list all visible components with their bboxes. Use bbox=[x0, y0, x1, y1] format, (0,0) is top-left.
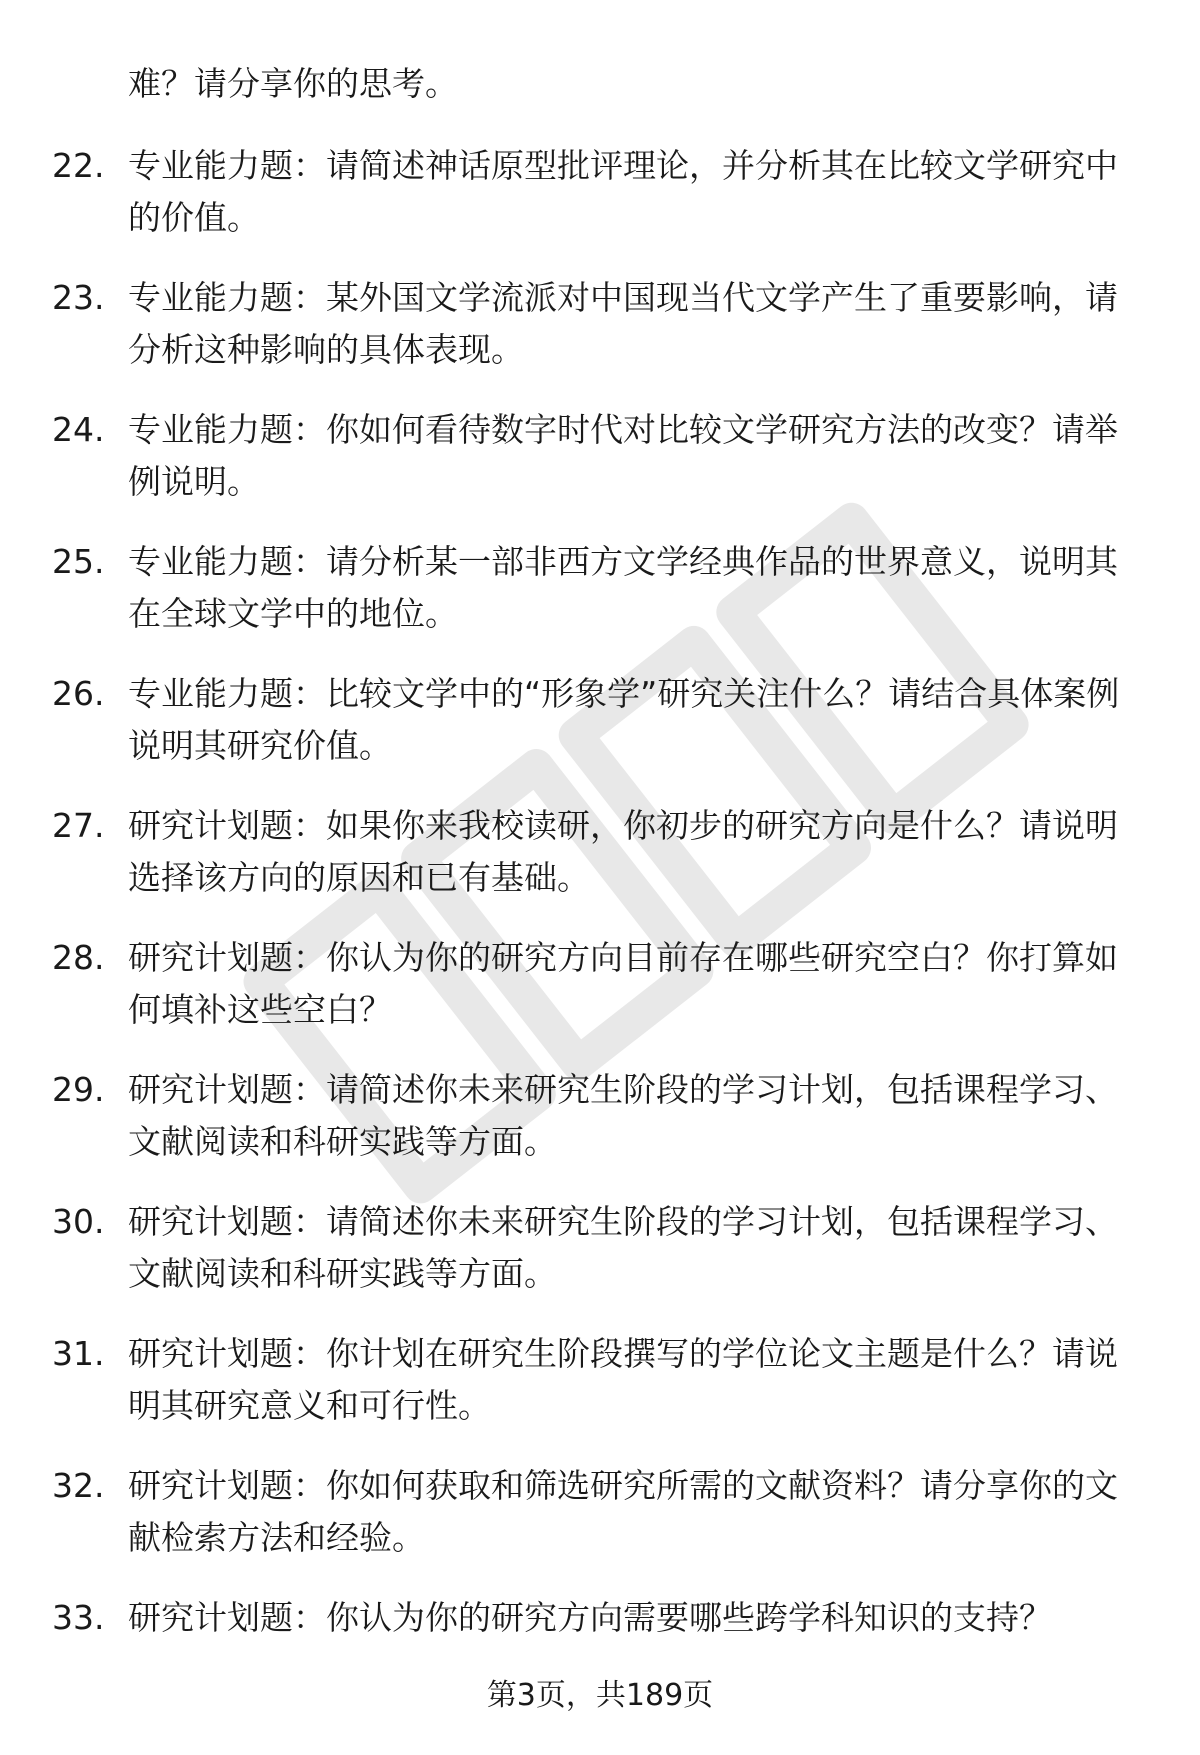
question-number: 32. bbox=[52, 1466, 105, 1505]
question-item bbox=[0, 140, 1200, 272]
question-text: 研究计划题：请简述你未来研究生阶段的学习计划，包括课程学习、文献阅读和科研实践等方面。 bbox=[128, 1202, 1118, 1293]
question-item bbox=[0, 668, 1200, 800]
question-number: 24. bbox=[52, 410, 105, 449]
question-number: 22. bbox=[52, 146, 105, 185]
question-number: 31. bbox=[52, 1334, 105, 1373]
question-item bbox=[0, 1064, 1200, 1196]
continued-question-text: 难？请分享你的思考。 bbox=[128, 64, 458, 103]
question-text: 专业能力题：比较文学中的“形象学”研究关注什么？请结合具体案例说明其研究价值。 bbox=[128, 674, 1120, 765]
question-number: 29. bbox=[52, 1070, 105, 1109]
question-text: 研究计划题：你认为你的研究方向目前存在哪些研究空白？你打算如何填补这些空白？ bbox=[128, 938, 1118, 1029]
question-item bbox=[0, 404, 1200, 536]
question-number: 25. bbox=[52, 542, 105, 581]
question-text: 专业能力题：某外国文学流派对中国现当代文学产生了重要影响，请分析这种影响的具体表现。 bbox=[128, 278, 1118, 369]
question-list bbox=[0, 140, 1200, 1724]
question-text: 专业能力题：请简述神话原型批评理论，并分析其在比较文学研究中的价值。 bbox=[128, 146, 1118, 237]
question-text: 专业能力题：请分析某一部非西方文学经典作品的世界意义，说明其在全球文学中的地位。 bbox=[128, 542, 1118, 633]
question-text: 研究计划题：你如何获取和筛选研究所需的文献资料？请分享你的文献检索方法和经验。 bbox=[128, 1466, 1118, 1557]
question-item bbox=[0, 800, 1200, 932]
question-item bbox=[0, 1460, 1200, 1592]
question-item bbox=[0, 1196, 1200, 1328]
question-item bbox=[0, 932, 1200, 1064]
question-text: 研究计划题：你认为你的研究方向需要哪些跨学科知识的支持？ bbox=[128, 1598, 1052, 1637]
question-item bbox=[0, 272, 1200, 404]
page-footer: 第3页，共189页 bbox=[486, 1678, 714, 1713]
question-number: 26. bbox=[52, 674, 105, 713]
question-number: 28. bbox=[52, 938, 105, 977]
question-item bbox=[0, 536, 1200, 668]
question-text: 研究计划题：请简述你未来研究生阶段的学习计划，包括课程学习、文献阅读和科研实践等方面。 bbox=[128, 1070, 1118, 1161]
question-number: 27. bbox=[52, 806, 105, 845]
question-number: 30. bbox=[52, 1202, 105, 1241]
question-item bbox=[0, 1328, 1200, 1460]
question-number: 33. bbox=[52, 1598, 105, 1637]
question-number: 23. bbox=[52, 278, 105, 317]
question-text: 研究计划题：你计划在研究生阶段撰写的学位论文主题是什么？请说明其研究意义和可行性。 bbox=[128, 1334, 1118, 1425]
question-text: 研究计划题：如果你来我校读研，你初步的研究方向是什么？请说明选择该方向的原因和已有基础。 bbox=[128, 806, 1118, 897]
question-text: 专业能力题：你如何看待数字时代对比较文学研究方法的改变？请举例说明。 bbox=[128, 410, 1118, 501]
